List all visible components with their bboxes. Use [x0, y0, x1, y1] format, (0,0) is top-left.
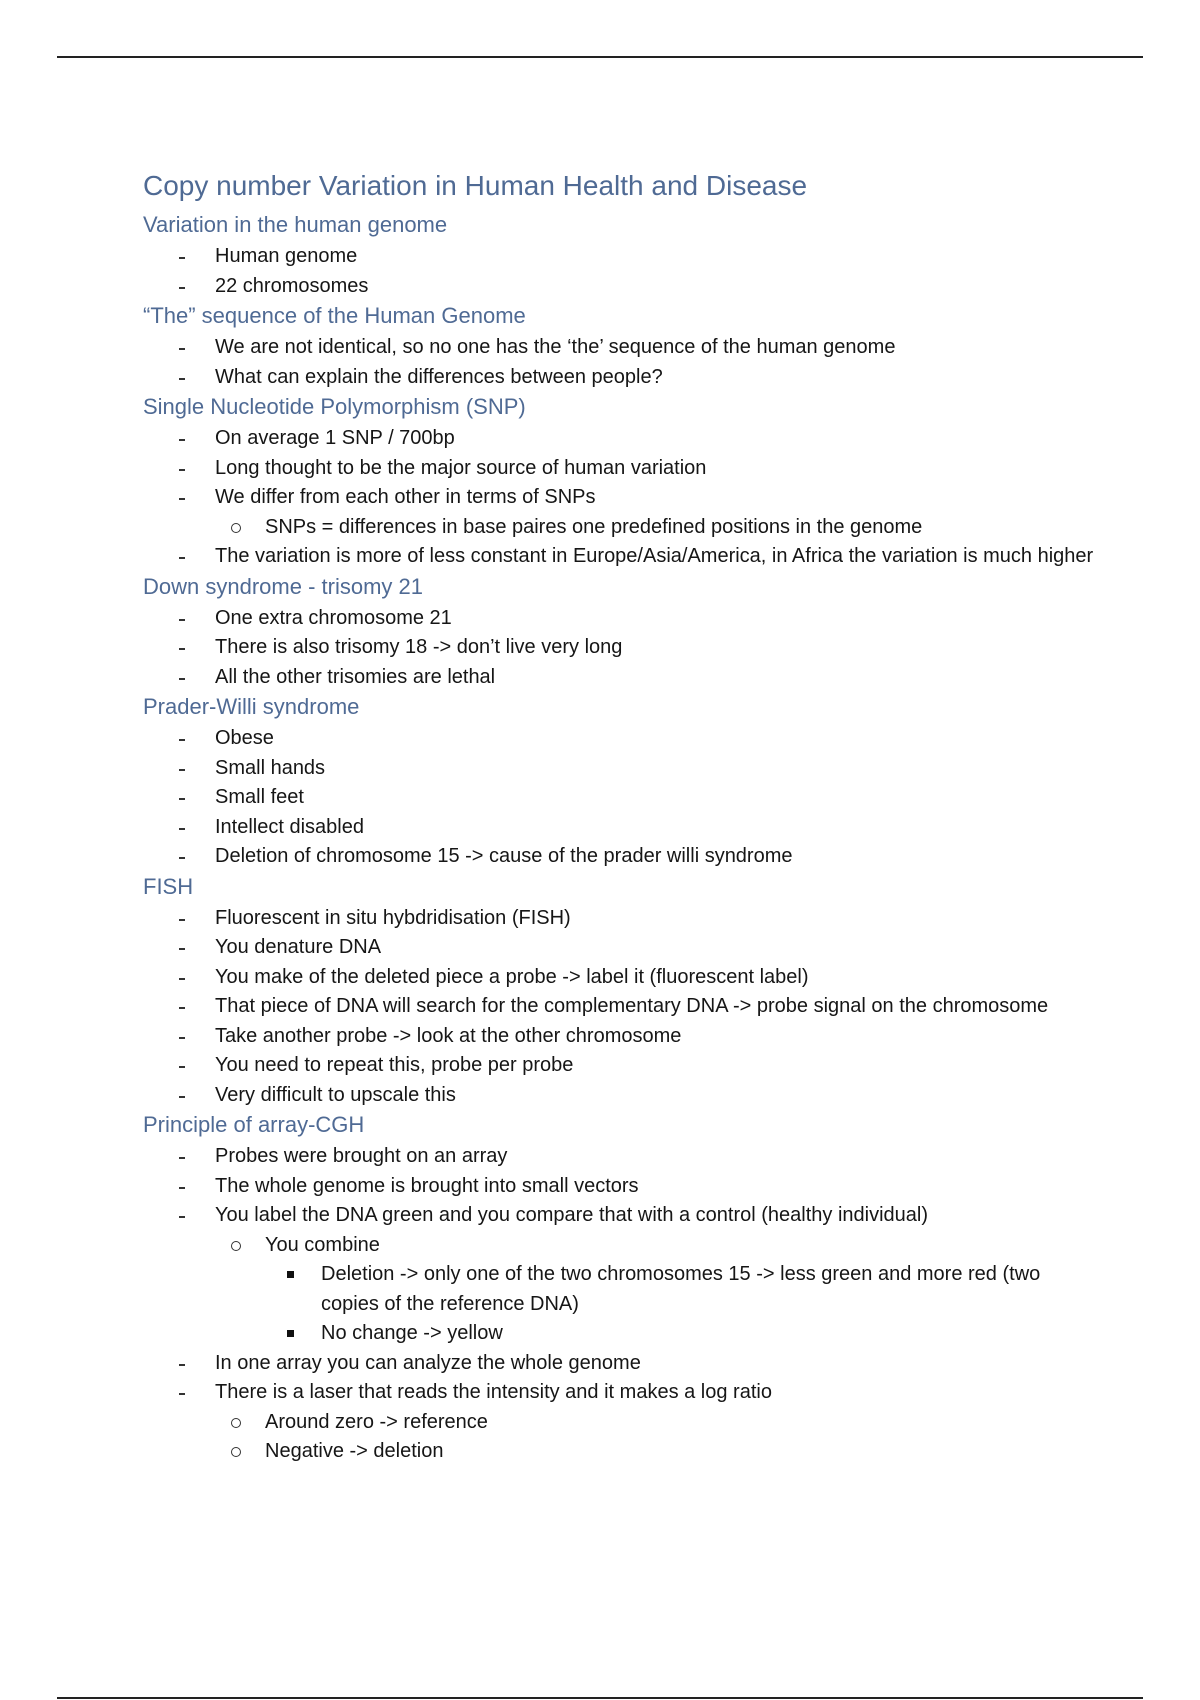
bullet-list	[143, 604, 1103, 693]
section	[143, 692, 1103, 872]
section-heading: Prader-Willi syndrome	[143, 694, 360, 719]
list-item	[143, 904, 1103, 934]
list-item-text: Small hands	[215, 756, 326, 779]
list-item	[143, 483, 1103, 513]
section-heading: Down syndrome - trisomy 21	[143, 573, 423, 599]
list-item	[143, 454, 1103, 484]
list-item	[143, 272, 1103, 302]
list-item	[143, 333, 1103, 363]
list-item-text: On average 1 SNP / 700bp	[215, 427, 455, 449]
list-item	[143, 1142, 1103, 1172]
list-item-text: You make of the deleted piece a probe -> label it (fluorescent label)	[215, 965, 809, 988]
list-item	[143, 542, 1103, 572]
list-item	[143, 1201, 1103, 1231]
document-body	[143, 166, 1103, 1467]
section-heading: “The” sequence of the Human Genome	[143, 303, 526, 328]
list-item	[143, 992, 1103, 1022]
list-item	[143, 1172, 1103, 1202]
section-heading: FISH	[143, 873, 194, 899]
list-item-text: Probes were brought on an array	[215, 1145, 508, 1167]
list-item-text: We differ from each other in terms of SNPs	[215, 486, 596, 508]
list-item	[143, 1319, 1103, 1349]
list-item-text: You label the DNA green and you compare that with a control (healthy individual)	[215, 1204, 929, 1226]
section-heading: Variation in the human genome	[143, 212, 448, 237]
list-item	[143, 1022, 1103, 1052]
list-item	[143, 813, 1103, 843]
list-item-text: Long thought to be the major source of human variation	[215, 456, 707, 479]
list-item	[143, 1231, 1103, 1261]
list-item	[143, 604, 1103, 634]
list-item	[143, 633, 1103, 663]
list-item	[143, 663, 1103, 693]
section	[143, 210, 1103, 301]
list-item-text: You denature DNA	[215, 936, 382, 958]
list-item-text: That piece of DNA will search for the complementary DNA -> probe signal on the chromosome	[215, 995, 1049, 1017]
bullet-list	[143, 1142, 1103, 1467]
list-item-text: All the other trisomies are lethal	[215, 665, 496, 688]
section	[143, 392, 1103, 572]
bullet-list	[143, 724, 1103, 872]
section-heading: Principle of array-CGH	[143, 1112, 365, 1137]
list-item-text: There is also trisomy 18 -> don’t live very long	[215, 636, 623, 658]
bullet-list	[143, 242, 1103, 301]
list-item	[143, 933, 1103, 963]
bullet-list	[143, 424, 1103, 572]
bullet-list	[143, 904, 1103, 1111]
list-item	[143, 1349, 1103, 1379]
list-item	[143, 963, 1103, 993]
list-item	[143, 424, 1103, 454]
list-item	[143, 1378, 1103, 1408]
section	[143, 872, 1103, 1111]
list-item-text: Intellect disabled	[215, 815, 364, 838]
list-item	[143, 1260, 1103, 1319]
list-item-text: Very difficult to upscale this	[215, 1083, 456, 1106]
list-item-text: The whole genome is brought into small vectors	[215, 1174, 639, 1197]
list-item-text: No change -> yellow	[321, 1322, 503, 1344]
list-item-text: Human genome	[215, 245, 358, 267]
list-item-text: Around zero -> reference	[265, 1410, 488, 1433]
list-item-text: There is a laser that reads the intensity and it makes a log ratio	[215, 1381, 772, 1403]
list-item	[143, 754, 1103, 784]
list-item-text: In one array you can analyze the whole genome	[215, 1351, 641, 1374]
list-item-text: Obese	[215, 727, 274, 749]
footer-rule	[57, 1697, 1143, 1699]
list-item-text: Take another probe -> look at the other chromosome	[215, 1024, 682, 1047]
list-item-text: We are not identical, so no one has the ‘the’ sequence of the human genome	[215, 336, 896, 358]
list-item	[143, 1437, 1103, 1467]
list-item	[143, 242, 1103, 272]
list-item	[143, 1408, 1103, 1438]
list-item-text: 22 chromosomes	[215, 274, 369, 297]
list-item-text: The variation is more of less constant in Europe/Asia/America, in Africa the variation is much higher	[215, 545, 1094, 567]
section-heading: Single Nucleotide Polymorphism (SNP)	[143, 394, 526, 419]
list-item-text: You combine	[265, 1233, 380, 1256]
list-item-text: What can explain the differences between people?	[215, 365, 663, 388]
list-item-text: Deletion of chromosome 15 -> cause of the prader willi syndrome	[215, 845, 793, 867]
list-item	[143, 1081, 1103, 1111]
list-item-text: Deletion -> only one of the two chromosomes 15 -> less green and more red (two copies of the reference DNA)	[321, 1263, 1041, 1315]
list-item	[143, 783, 1103, 813]
header-rule	[57, 56, 1143, 58]
list-item	[143, 724, 1103, 754]
list-item	[143, 363, 1103, 393]
document-title: Copy number Variation in Human Health and Disease	[143, 170, 808, 201]
section	[143, 572, 1103, 693]
list-item	[143, 842, 1103, 872]
list-item-text: One extra chromosome 21	[215, 606, 452, 629]
list-item-text: Negative -> deletion	[265, 1440, 444, 1462]
bullet-list	[143, 333, 1103, 392]
section	[143, 301, 1103, 392]
list-item	[143, 513, 1103, 543]
list-item-text: SNPs = differences in base paires one predefined positions in the genome	[265, 515, 923, 538]
list-item-text: Small feet	[215, 786, 304, 808]
list-item-text: Fluorescent in situ hybdridisation (FISH)	[215, 906, 571, 929]
list-item-text: You need to repeat this, probe per probe	[215, 1054, 574, 1076]
list-item	[143, 1051, 1103, 1081]
section	[143, 1110, 1103, 1467]
sections-container	[143, 210, 1103, 1467]
